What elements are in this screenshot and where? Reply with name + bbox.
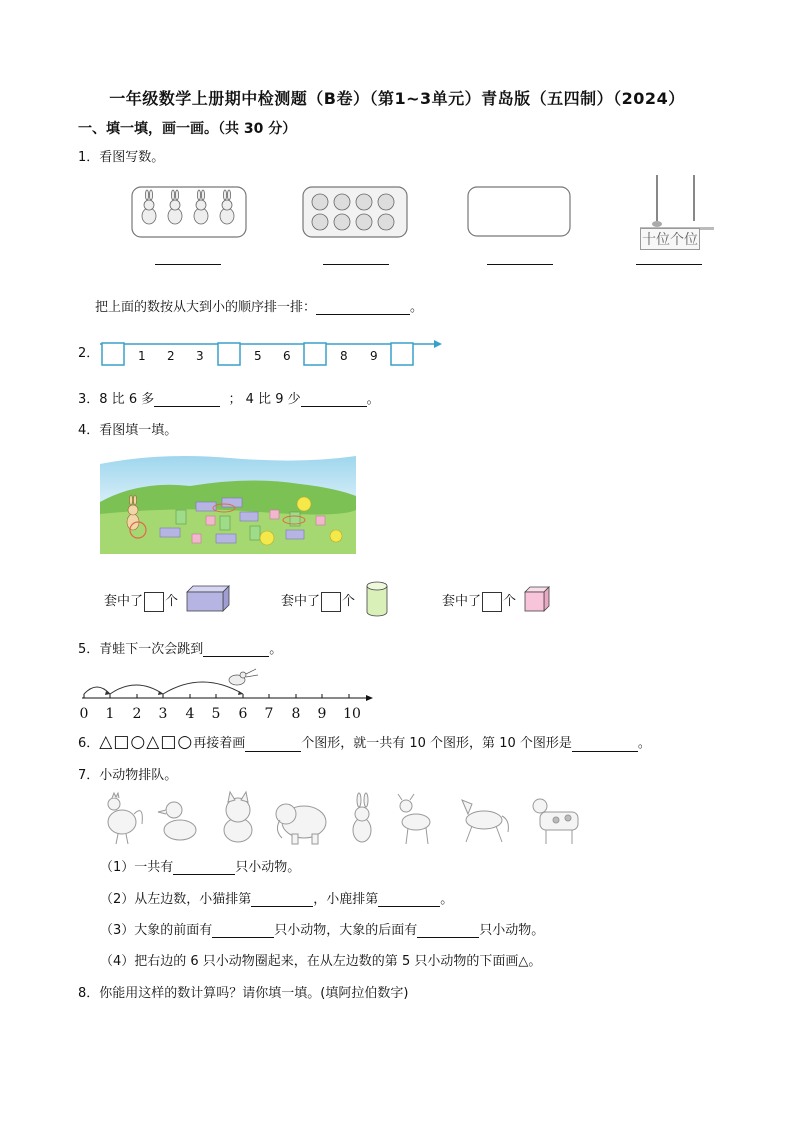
elephant-icon [276, 804, 326, 844]
answer-blank[interactable] [245, 737, 301, 752]
answer-blank[interactable] [323, 264, 389, 265]
answer-blank[interactable] [636, 264, 702, 265]
number-label: 1 [138, 349, 146, 363]
answer-blank[interactable] [301, 392, 367, 407]
answer-blank[interactable] [212, 923, 274, 938]
ring-count-cylinder: 套中了 个 [281, 590, 355, 612]
answer-box[interactable] [321, 592, 341, 612]
answer-blank[interactable] [316, 300, 410, 315]
tick-label: 8 [291, 706, 301, 722]
cow-icon [533, 799, 578, 844]
question-4: 4．看图填一填。 [78, 423, 178, 438]
question-1 [78, 146, 164, 165]
question-3: 3．8 比 6 多 ； 4 比 9 少 。 [78, 392, 380, 407]
answer-blank[interactable] [154, 392, 220, 407]
question-2-number: 2． [78, 346, 100, 361]
answer-blank[interactable] [572, 737, 638, 752]
animal-queue [100, 790, 590, 848]
ones-label: 个位 [670, 232, 698, 248]
question-7-part-4: （4）把右边的 6 只小动物圈起来，在从左边数的第 5 只小动物的下面画△。 [100, 954, 542, 969]
question-text: 看图写数。 [99, 150, 165, 165]
rabbit-icon [353, 793, 371, 842]
horse-icon [462, 800, 508, 842]
deer-icon [398, 794, 430, 844]
empty-box [467, 186, 573, 238]
tick-label: 7 [264, 706, 274, 722]
question-number: 1． [78, 150, 100, 165]
duck-icon [158, 802, 196, 840]
number-label: 6 [283, 349, 291, 363]
tick-label: 2 [132, 706, 142, 722]
answer-box[interactable] [391, 343, 413, 365]
number-label: 5 [254, 349, 262, 363]
answer-blank[interactable] [173, 860, 235, 875]
answer-blank[interactable] [251, 892, 313, 907]
ring-count-cuboid: 套中了 个 [104, 590, 178, 612]
answer-blank[interactable] [155, 264, 221, 265]
frog-number-line [74, 664, 376, 724]
rooster-icon [108, 793, 142, 844]
number-label: 3 [196, 349, 204, 363]
rabbits-picture [131, 186, 247, 238]
ring-count-cube: 套中了 个 [442, 590, 516, 612]
abacus-label [640, 228, 700, 250]
order-instruction: 把上面的数按从大到小的顺序排一排： 。 [95, 300, 424, 315]
number-label: 2 [167, 349, 175, 363]
cuboid-icon [186, 585, 230, 613]
question-6: 6．△□○△□○再接着画 个图形，就一共有 10 个图形，第 10 个图形是 。 [78, 732, 651, 752]
tick-label: 0 [79, 706, 89, 722]
abacus-picture [638, 173, 716, 231]
question-7: 7．小动物排队。 [78, 768, 178, 783]
answer-box[interactable] [218, 343, 240, 365]
question-5: 5．青蛙下一次会跳到 。 [78, 642, 283, 657]
apples-picture [302, 186, 408, 238]
section-heading: 一、填一填，画一画。（共 30 分） [78, 121, 297, 137]
tick-label: 9 [317, 706, 327, 722]
answer-blank[interactable] [378, 892, 440, 907]
answer-blank[interactable] [487, 264, 553, 265]
cube-icon [524, 586, 550, 612]
tick-label: 10 [343, 706, 361, 722]
answer-blank[interactable] [417, 923, 479, 938]
question-7-part-2: （2）从左边数，小猫排第 ，小鹿排第 。 [100, 892, 454, 907]
tick-label: 4 [185, 706, 195, 722]
question-7-part-1: （1）一共有 只小动物。 [100, 860, 301, 875]
tens-label: 十位 [642, 232, 670, 248]
number-label: 8 [340, 349, 348, 363]
shape-sequence: △□○△□○ [99, 732, 194, 752]
answer-box[interactable] [304, 343, 326, 365]
question-7-part-3: （3）大象的前面有 只小动物，大象的后面有 只小动物。 [100, 923, 545, 938]
answer-blank[interactable] [203, 642, 269, 657]
cylinder-icon [365, 581, 389, 617]
number-line-boxes [98, 336, 444, 370]
answer-box[interactable] [102, 343, 124, 365]
ring-toss-scene [100, 450, 356, 554]
tick-label: 3 [158, 706, 168, 722]
page-title: 一年级数学上册期中检测题（B卷）（第1~3单元）青岛版（五四制）（2024） [109, 89, 685, 108]
answer-box[interactable] [144, 592, 164, 612]
question-8: 8．你能用这样的数计算吗？请你填一填。(填阿拉伯数字) [78, 986, 409, 1001]
number-label: 9 [370, 349, 378, 363]
tick-label: 5 [211, 706, 221, 722]
cat-icon [224, 792, 252, 842]
answer-box[interactable] [482, 592, 502, 612]
tick-label: 1 [105, 706, 115, 722]
tick-label: 6 [238, 706, 248, 722]
